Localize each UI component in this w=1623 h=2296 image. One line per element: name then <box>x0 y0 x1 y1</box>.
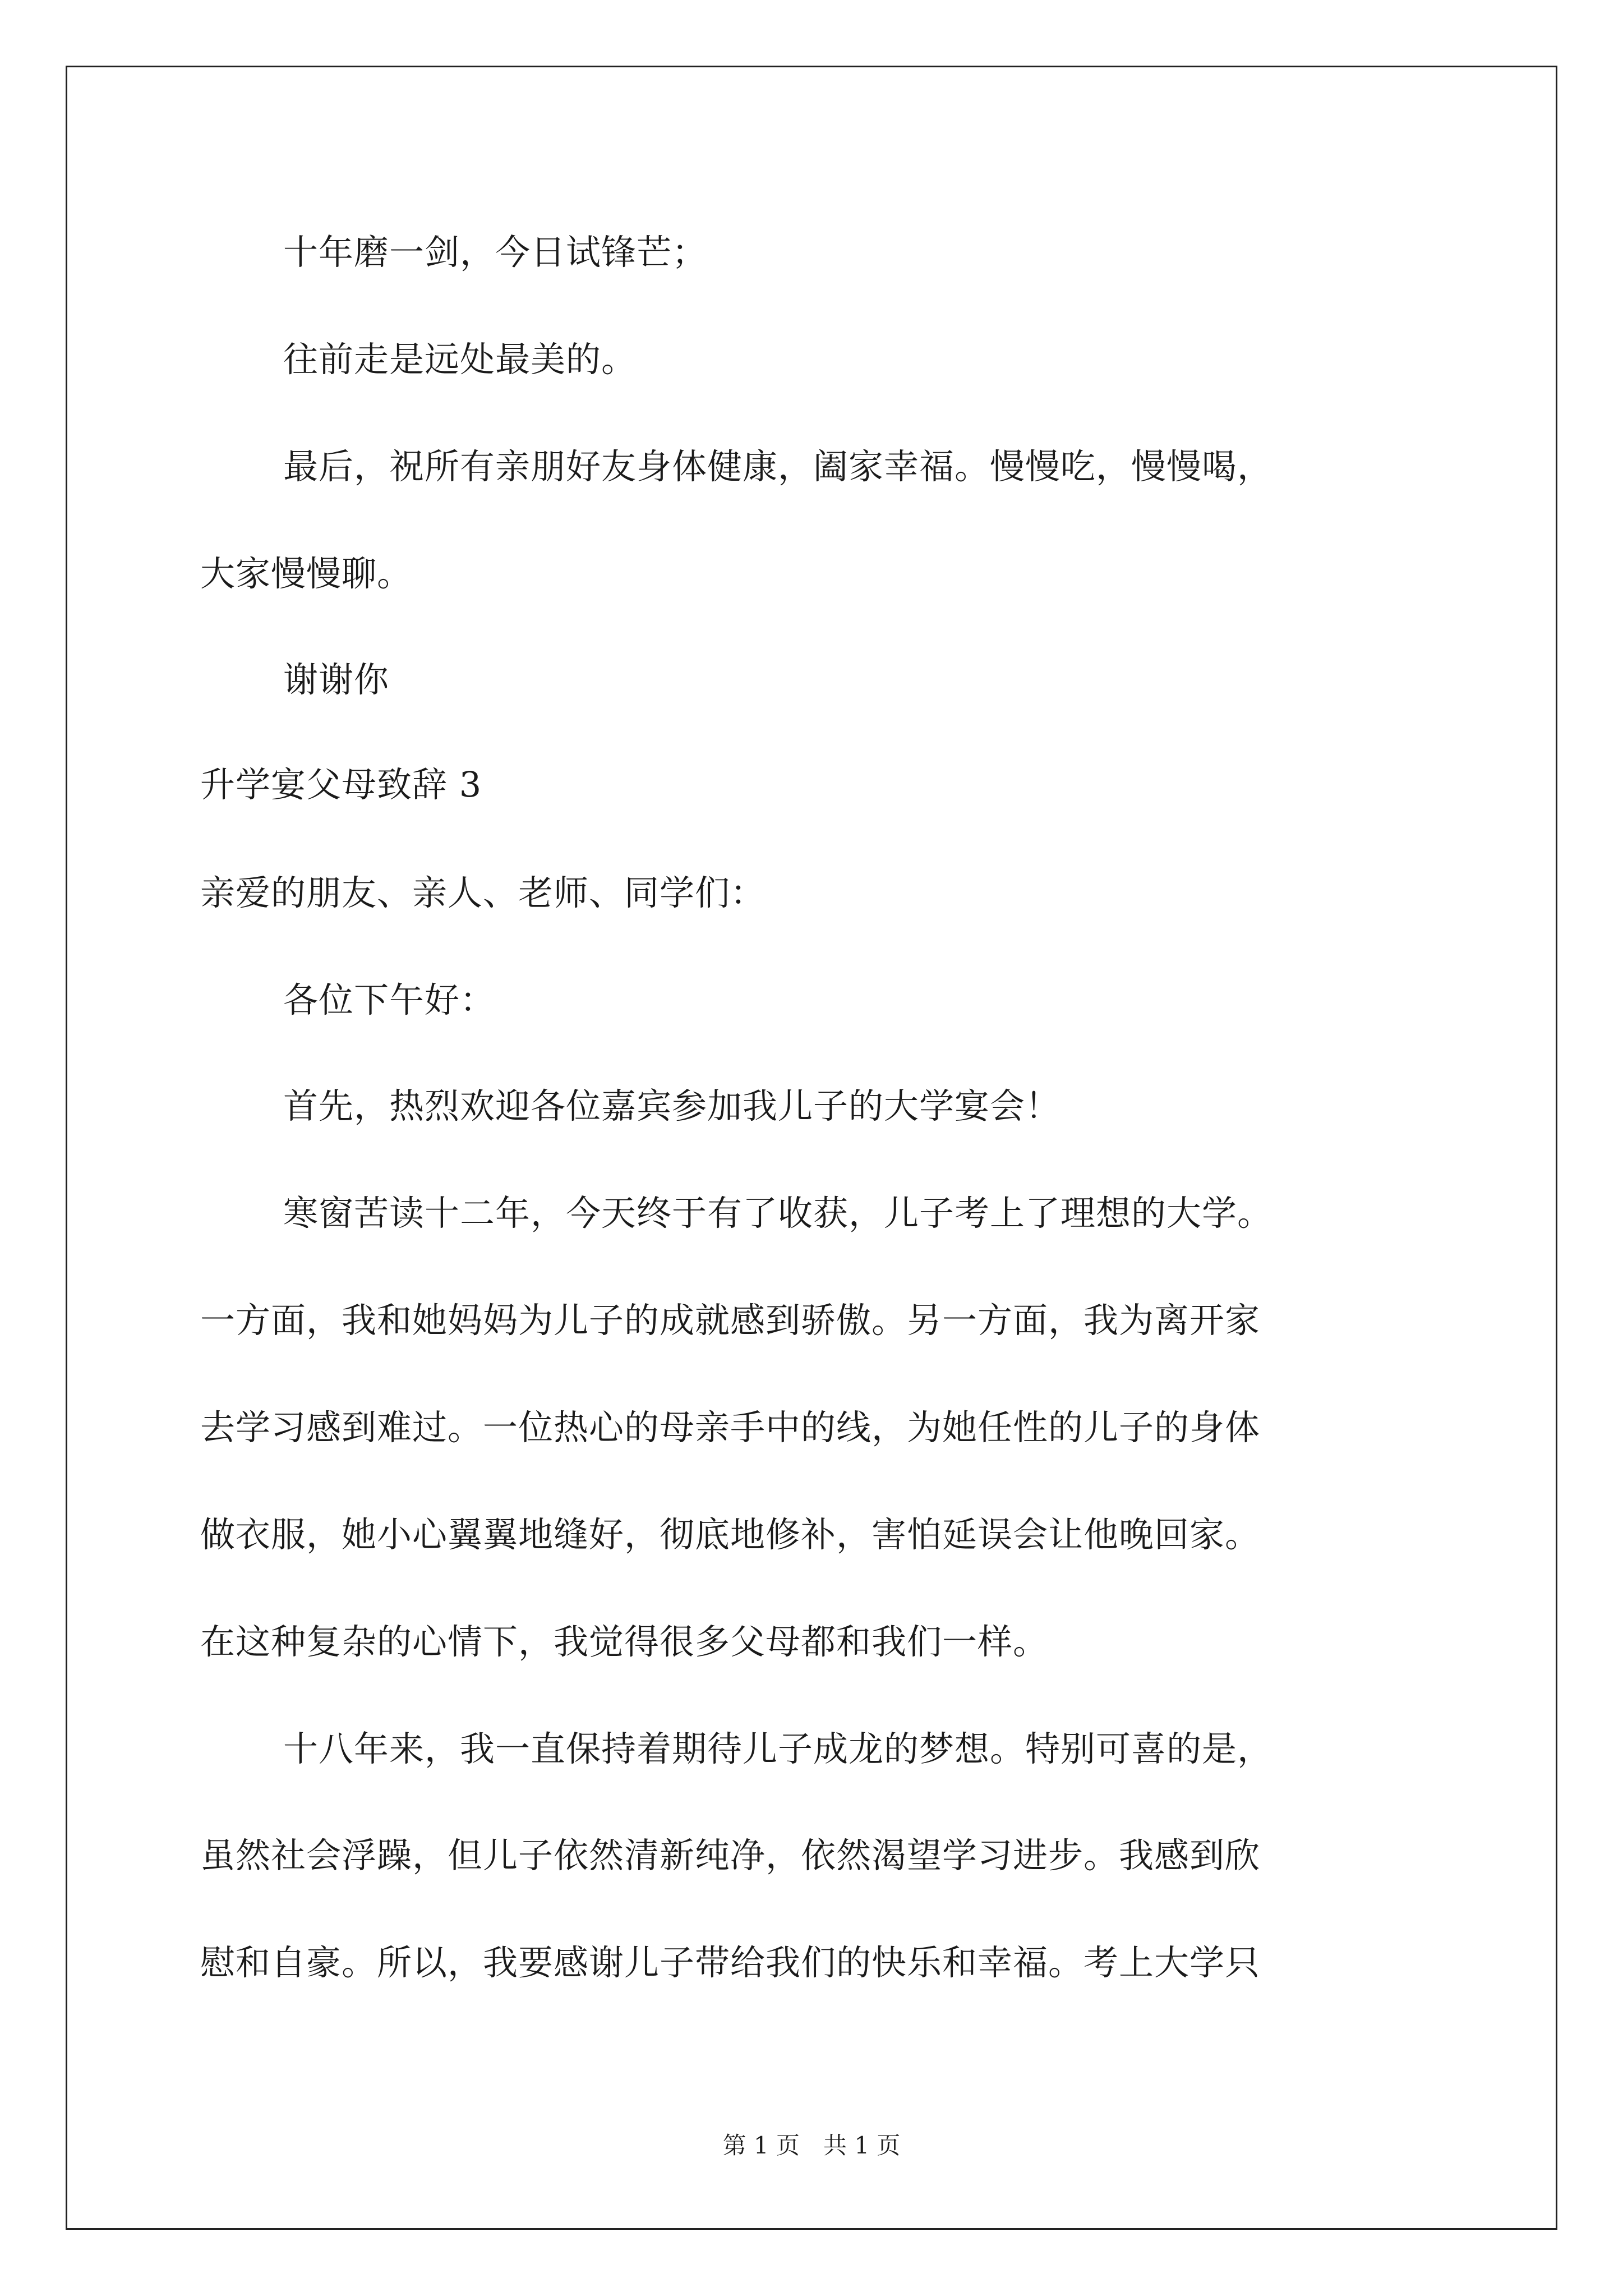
text-line: 在这种复杂的心情下，我觉得很多父母都和我们一样。 <box>200 1621 1049 1662</box>
text-line: 慰和自豪。所以，我要感谢儿子带给我们的快乐和幸福。考上大学只 <box>200 1942 1261 1983</box>
page-border <box>66 66 1557 2230</box>
page-footer: 第 1 页 共 1 页 <box>722 2132 901 2159</box>
text-line: 十年磨一剑，今日试锋芒； <box>283 232 708 273</box>
text-line: 十八年来，我一直保持着期待儿子成龙的梦想。特别可喜的是， <box>283 1728 1273 1769</box>
text-line: 往前走是远处最美的。 <box>283 339 637 380</box>
text-line: 寒窗苦读十二年，今天终于有了收获，儿子考上了理想的大学。 <box>283 1193 1273 1234</box>
text-line: 一方面，我和她妈妈为儿子的成就感到骄傲。另一方面，我为离开家 <box>200 1300 1261 1341</box>
text-line: 谢谢你 <box>283 659 390 700</box>
text-line: 做衣服，她小心翼翼地缝好，彻底地修补，害怕延误会让他晚回家。 <box>200 1514 1261 1555</box>
text-line: 亲爱的朋友、亲人、老师、同学们： <box>200 872 766 913</box>
text-line: 大家慢慢聊。 <box>200 553 413 594</box>
section-heading: 升学宴父母致辞 3 <box>200 764 482 805</box>
text-line: 最后，祝所有亲朋好友身体健康，阖家幸福。慢慢吃，慢慢喝， <box>283 446 1273 487</box>
text-line: 虽然社会浮躁，但儿子依然清新纯净，依然渴望学习进步。我感到欣 <box>200 1835 1261 1876</box>
text-line: 各位下午好： <box>283 979 496 1020</box>
text-line: 首先，热烈欢迎各位嘉宾参加我儿子的大学宴会！ <box>283 1085 1061 1126</box>
text-line: 去学习感到难过。一位热心的母亲手中的线，为她任性的儿子的身体 <box>200 1407 1261 1448</box>
